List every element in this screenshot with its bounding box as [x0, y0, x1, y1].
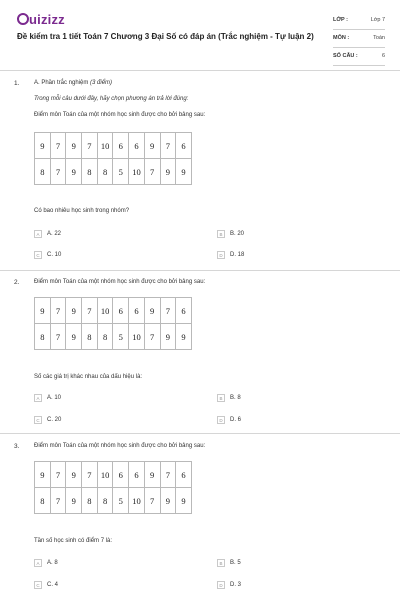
question-number: 3. [14, 443, 20, 450]
table-cell: 8 [97, 324, 113, 350]
table-cell: 8 [82, 488, 98, 514]
option-letter-box: D [217, 251, 225, 259]
table-cell: 10 [129, 324, 145, 350]
option-letter-box: B [217, 230, 225, 238]
section-points: (3 điểm) [90, 80, 113, 86]
score-table [34, 461, 192, 514]
section-heading [34, 80, 112, 86]
table-cell: 8 [97, 159, 113, 185]
score-table [34, 132, 192, 185]
table-cell: 8 [82, 159, 98, 185]
table-cell: 7 [144, 324, 160, 350]
table-row [35, 324, 192, 350]
question-intro: Điểm môn Toán của một nhóm học sinh được cho bởi bảng sau: [34, 112, 206, 118]
option-label: C. 20 [47, 417, 62, 423]
table-cell: 6 [129, 298, 145, 324]
table-cell: 9 [160, 324, 176, 350]
option-label: A. 22 [47, 231, 62, 237]
table-cell: 7 [50, 488, 66, 514]
table-cell: 6 [176, 462, 192, 488]
logo-text: uizizz [29, 12, 65, 27]
table-cell: 9 [35, 133, 51, 159]
table-cell: 7 [50, 462, 66, 488]
table-cell: 6 [129, 133, 145, 159]
header-divider [0, 70, 400, 71]
table-cell: 9 [176, 488, 192, 514]
table-cell: 9 [176, 324, 192, 350]
table-cell: 9 [66, 298, 82, 324]
table-cell: 6 [176, 298, 192, 324]
table-cell: 9 [66, 462, 82, 488]
worksheet-header [0, 0, 400, 70]
meta-value: Lớp 7 [370, 17, 385, 23]
question-divider [0, 270, 400, 271]
table-row [35, 159, 192, 185]
score-table [34, 297, 192, 350]
table-cell: 5 [113, 159, 129, 185]
meta-label: MÔN : [333, 35, 350, 41]
table-cell: 8 [35, 488, 51, 514]
meta-row-subject [333, 30, 385, 48]
meta-row-class [333, 12, 385, 30]
table-cell: 5 [113, 324, 129, 350]
table-cell: 7 [50, 159, 66, 185]
table-cell: 9 [160, 159, 176, 185]
table-cell: 10 [97, 462, 113, 488]
option-letter-box: B [217, 559, 225, 567]
option-label: C. 4 [47, 582, 59, 588]
table-cell: 9 [144, 298, 160, 324]
option-letter-box: B [217, 394, 225, 402]
table-cell: 9 [144, 462, 160, 488]
question-prompt: Số các giá trị khác nhau của dấu hiệu là: [34, 374, 143, 380]
table-row [35, 133, 192, 159]
option-label: D. 18 [230, 252, 245, 258]
table-cell: 6 [113, 298, 129, 324]
table-cell: 8 [35, 324, 51, 350]
table-cell: 9 [66, 488, 82, 514]
table-cell: 7 [82, 133, 98, 159]
question-divider [0, 433, 400, 434]
instruction-text: Trong mỗi câu dưới đây, hãy chọn phương án trả lời đúng: [34, 96, 189, 102]
table-cell: 7 [82, 462, 98, 488]
table-cell: 7 [144, 488, 160, 514]
table-cell: 7 [160, 298, 176, 324]
table-cell: 5 [113, 488, 129, 514]
question-intro: Điểm môn Toán của một nhóm học sinh được cho bởi bảng sau: [34, 443, 206, 449]
meta-value: 6 [381, 53, 385, 59]
table-cell: 7 [144, 159, 160, 185]
table-cell: 10 [97, 298, 113, 324]
table-cell: 8 [82, 324, 98, 350]
table-cell: 7 [82, 298, 98, 324]
table-cell: 7 [160, 462, 176, 488]
quizizz-logo [17, 12, 65, 27]
option-letter-box: A [34, 559, 42, 567]
question-number: 1. [14, 80, 20, 87]
table-cell: 10 [129, 488, 145, 514]
meta-label: SỐ CÂU : [333, 53, 358, 59]
table-cell: 9 [176, 159, 192, 185]
document-title: Đề kiểm tra 1 tiết Toán 7 Chương 3 Đại Số có đáp án (Trắc nghiệm - Tự luận 2) [17, 32, 314, 41]
table-cell: 9 [35, 298, 51, 324]
option-label: C. 10 [47, 252, 62, 258]
table-cell: 6 [129, 462, 145, 488]
table-row [35, 462, 192, 488]
option-label: B. 20 [230, 231, 245, 237]
table-cell: 6 [113, 133, 129, 159]
table-cell: 9 [66, 324, 82, 350]
table-cell: 7 [50, 298, 66, 324]
meta-row-question-count [333, 48, 385, 66]
option-letter-box: A [34, 394, 42, 402]
meta-value: Toán [373, 35, 385, 41]
table-row [35, 298, 192, 324]
option-letter-box: D [217, 581, 225, 589]
table-cell: 6 [113, 462, 129, 488]
option-label: A. 8 [47, 560, 58, 566]
meta-panel [333, 12, 385, 66]
table-cell: 9 [66, 133, 82, 159]
option-letter-box: D [217, 416, 225, 424]
option-label: B. 5 [230, 560, 241, 566]
option-letter-box: C [34, 251, 42, 259]
option-letter-box: C [34, 416, 42, 424]
question-intro: Điểm môn Toán của một nhóm học sinh được cho bởi bảng sau: [34, 279, 206, 285]
table-cell: 9 [66, 159, 82, 185]
table-cell: 9 [160, 488, 176, 514]
table-cell: 8 [35, 159, 51, 185]
table-cell: 8 [97, 488, 113, 514]
table-cell: 7 [160, 133, 176, 159]
option-label: D. 6 [230, 417, 242, 423]
option-letter-box: A [34, 230, 42, 238]
question-prompt: Tần số học sinh có điểm 7 là: [34, 538, 113, 544]
question-number: 2. [14, 279, 20, 286]
table-cell: 10 [97, 133, 113, 159]
table-cell: 6 [176, 133, 192, 159]
table-cell: 9 [144, 133, 160, 159]
option-label: A. 10 [47, 395, 62, 401]
logo-q-icon [17, 13, 29, 25]
meta-label: LỚP : [333, 17, 348, 23]
option-label: D. 3 [230, 582, 242, 588]
option-label: B. 8 [230, 395, 241, 401]
table-cell: 10 [129, 159, 145, 185]
table-cell: 7 [50, 133, 66, 159]
question-prompt: Có bao nhiêu học sinh trong nhóm? [34, 208, 130, 214]
section-title: A. Phần trắc nghiệm [34, 80, 89, 86]
table-row [35, 488, 192, 514]
option-letter-box: C [34, 581, 42, 589]
table-cell: 9 [35, 462, 51, 488]
table-cell: 7 [50, 324, 66, 350]
